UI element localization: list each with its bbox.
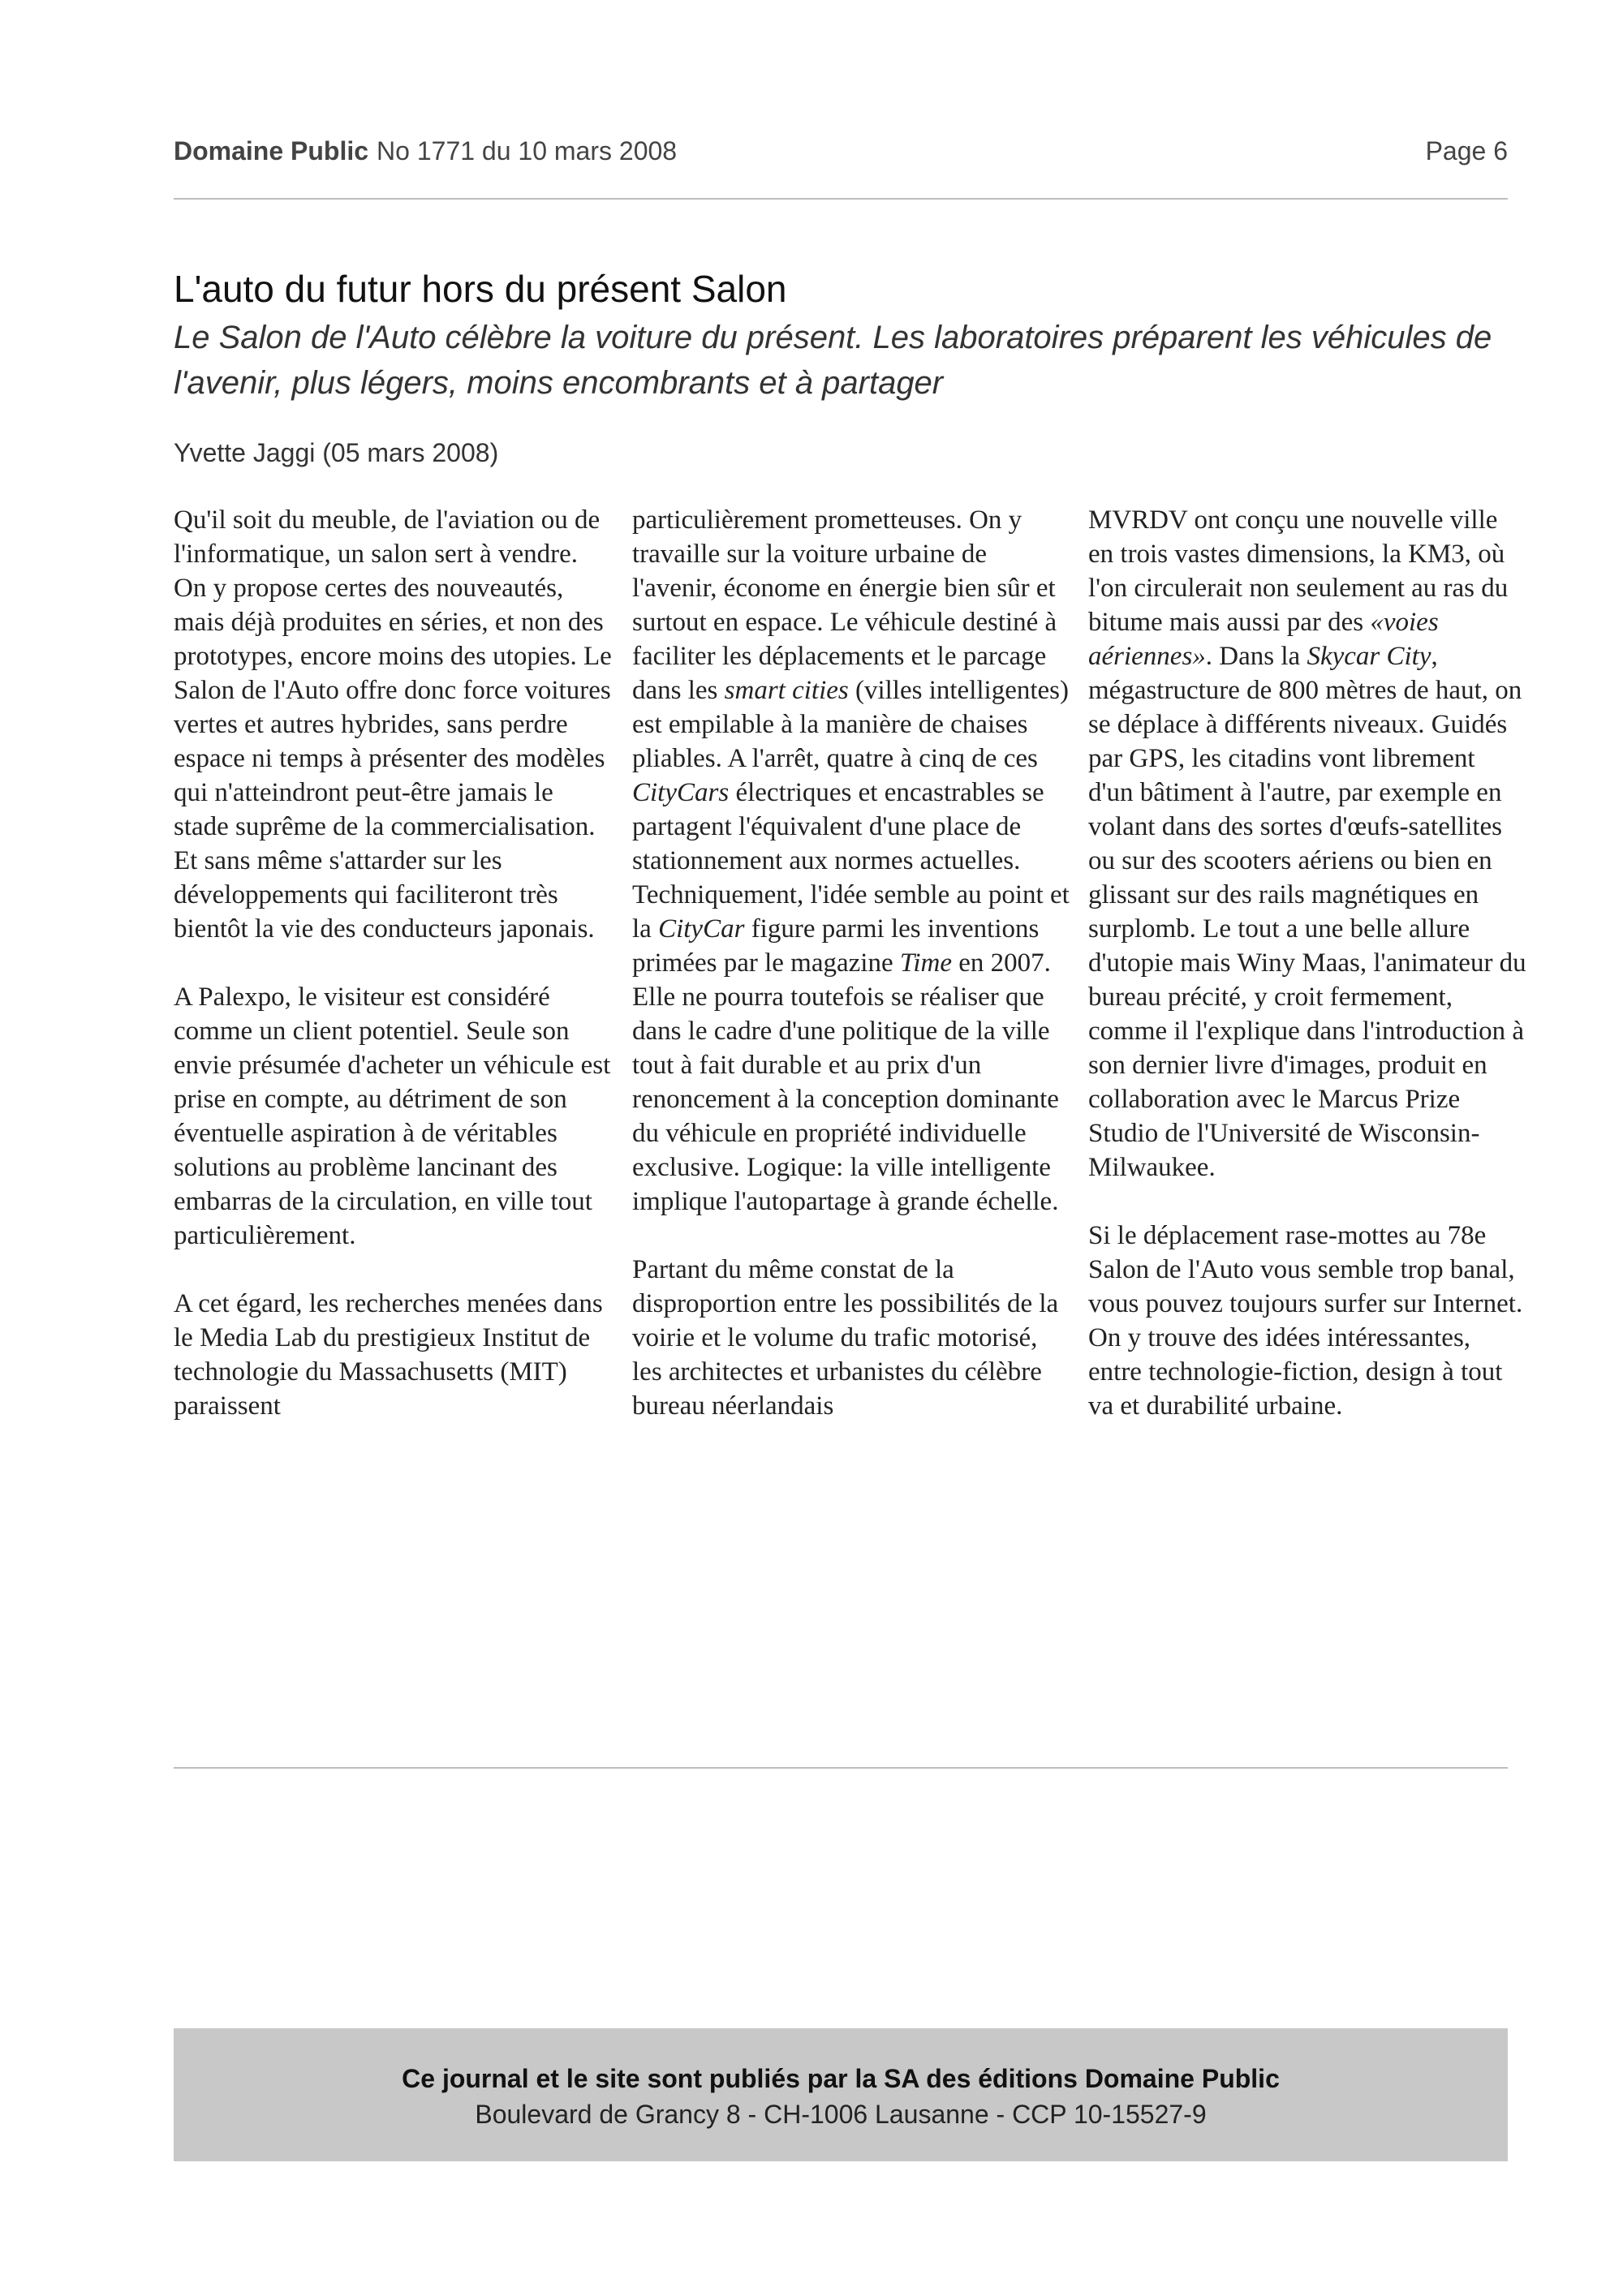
emphasis-skycar-city: Skycar City — [1307, 642, 1431, 671]
article-title: L'auto du futur hors du présent Salon — [174, 268, 787, 310]
paragraph: Partant du même constat de la disproportion entre les possibilités de la voirie et le volume du trafic motorisé, les architectes et urbanistes du célèbre bureau néerlandais — [632, 1255, 1059, 1421]
paragraph: A cet égard, les recherches menées dans le Media Lab du prestigieux Institut de technologie du Massachusetts (MIT) paraissent — [174, 1289, 603, 1421]
page-header — [174, 136, 1508, 169]
issue-info: No 1771 du 10 mars 2008 — [377, 136, 678, 166]
article-column-1 — [174, 503, 612, 1457]
paragraph — [1088, 503, 1526, 1185]
page-footer — [174, 2028, 1508, 2161]
text-run: MVRDV ont conçu une nouvelle ville en trois vastes dimensions, la KM3, où l'on circulerait non seulement au ras du bitume mais aussi par des — [1088, 505, 1509, 637]
paragraph: Si le déplacement rase-mottes au 78e Salon de l'Auto vous semble trop banal, vous pouvez toujours surfer sur Internet. On y trouve des idées intéressantes, entre technologie-fiction, design à tout va et durabilité urbaine. — [1088, 1221, 1523, 1421]
emphasis-voies-aeriennes: «voies aériennes» — [1088, 608, 1439, 671]
paragraph: A Palexpo, le visiteur est considéré comme un client potentiel. Seule son envie présumée d'acheter un véhicule est prise en compte, au détriment de son éventuelle aspiration à de véritables solutions au problème lancinant des embarras de la circulation, en ville tout particulièrement. — [174, 982, 611, 1250]
text-run: . Dans la — [1205, 642, 1307, 671]
paragraph — [632, 503, 1070, 1219]
header-divider — [174, 198, 1508, 200]
text-run: , mégastructure de 800 mètres de haut, on se déplace à différents niveaux. Guidés par GPS, les citadins vont librement d'un bâtiment à l'autre, par exemple en volant dans des sortes d'œufs-satellites ou sur des scooters aériens ou bien en glissant sur des rails magnétiques en surplomb. Le tout a une belle allure d'utopie mais Winy Maas, l'animateur du bureau précité, y croit fermement, comme il l'explique dans l'introduction à son dernier livre d'images, produit en collaboration avec le Marcus Prize Studio de l'Université de Wisconsin-Milwaukee. — [1088, 642, 1526, 1182]
text-run: particulièrement prometteuses. On y travaille sur la voiture urbaine de l'avenir, économe en énergie bien sûr et surtout en espace. Le véhicule destiné à faciliter les déplacements et le parcage dans les — [632, 505, 1057, 705]
emphasis-smart-cities: smart cities — [724, 676, 849, 705]
text-run: en 2007. Elle ne pourra toutefois se réaliser que dans le cadre d'une politique de la ville tout à fait durable et au prix d'un renoncement à la conception dominante du véhicule en propriété individuelle exclusive. Logique: la ville intelligente implique l'autopartage à grande échelle. — [632, 948, 1059, 1216]
text-run: figure parmi les inventions primées par le magazine — [632, 914, 1040, 978]
paragraph: Qu'il soit du meuble, de l'aviation ou de l'informatique, un salon sert à vendre. On y propose certes des nouveautés, mais déjà produites en séries, et non des prototypes, encore moins des utopies. Le Salon de l'Auto offre donc force voitures vertes et autres hybrides, sans perdre espace ni temps à présenter des modèles qui n'atteindront peut-être jamais le stade suprême de la commercialisation. Et sans même s'attarder sur les développements qui faciliteront très bientôt la vie des conducteurs japonais. — [174, 505, 612, 944]
text-run: (villes intelligentes) est empilable à la manière de chaises pliables. A l'arrêt, quatre à cinq de ces — [632, 676, 1070, 773]
emphasis-citycar: CityCar — [658, 914, 745, 944]
text-run: électriques et encastrables se partagent l'équivalent d'une place de stationnement aux normes actuelles. Techniquement, l'idée semble au point et la — [632, 778, 1070, 944]
footer-publisher-line: Ce journal et le site sont publiés par la SA des éditions Domaine Public — [402, 2064, 1280, 2093]
article-column-3 — [1088, 503, 1526, 1457]
article-end-divider — [174, 1767, 1508, 1769]
emphasis-citycars: CityCars — [632, 778, 730, 807]
article-subtitle: Le Salon de l'Auto célèbre la voiture du présent. Les laboratoires préparent les véhicules de l'avenir, plus légers, moins encombrants et à partager — [174, 320, 1492, 401]
page-number: Page 6 — [1425, 136, 1508, 166]
article-column-2 — [632, 503, 1070, 1457]
footer-address-line: Boulevard de Grancy 8 - CH-1006 Lausanne - CCP 10-15527-9 — [475, 2100, 1207, 2129]
article-byline: Yvette Jaggi (05 mars 2008) — [174, 438, 499, 467]
emphasis-time: Time — [899, 948, 953, 978]
publication-name: Domaine Public — [174, 136, 369, 166]
